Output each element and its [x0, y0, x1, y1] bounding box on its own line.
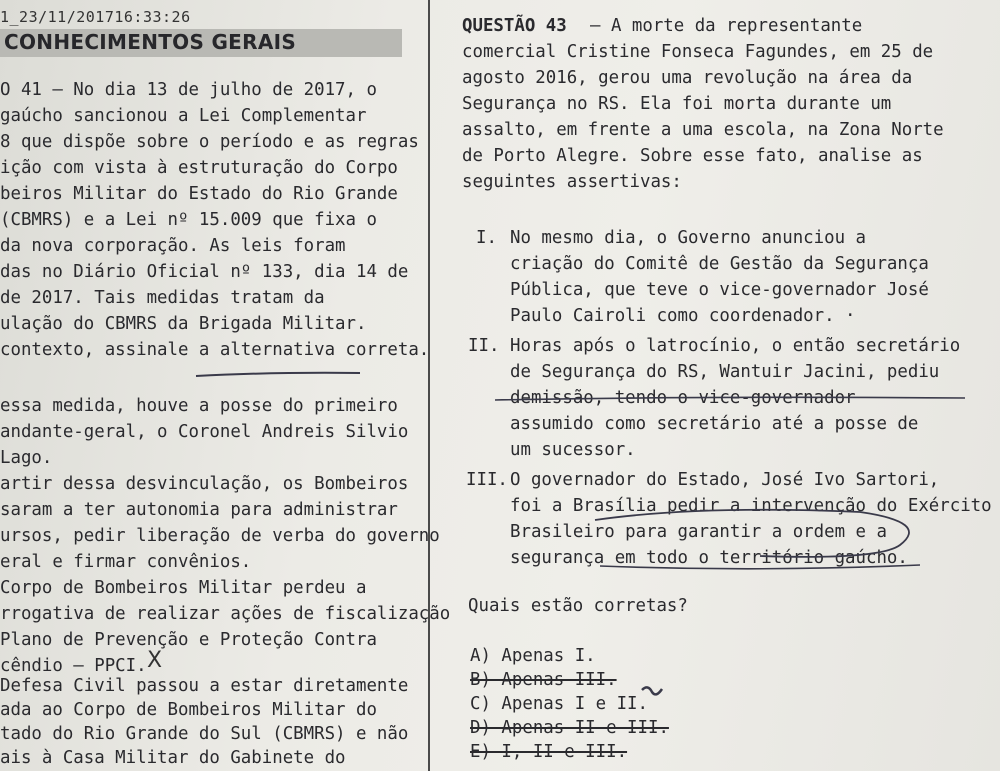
left-text-line: (CBMRS) e a Lei nº 15.009 que fixa o [0, 210, 377, 230]
option-c: C) Apenas I e II. [470, 694, 648, 714]
assertion-number: III. [466, 470, 508, 490]
left-text-line: de 2017. Tais medidas tratam da [0, 288, 325, 308]
assertion-number: I. [476, 228, 497, 248]
left-text-line: Defesa Civil passou a estar diretamente [0, 676, 409, 696]
left-text-line: cêndio – PPCI. [0, 656, 147, 676]
left-text-line: gaúcho sancionou a Lei Complementar [0, 106, 367, 126]
assertion-i-line: Paulo Cairoli como coordenador. · [510, 306, 856, 326]
left-text-line: beiros Militar do Estado do Rio Grande [0, 184, 398, 204]
left-text-line: ursos, pedir liberação de verba do governo [0, 526, 440, 546]
option-d: D) Apenas II e III. [470, 718, 669, 738]
assertion-iii-line: O governador do Estado, José Ivo Sartori, [510, 470, 940, 490]
left-text-line: andante-geral, o Coronel Andreis Silvio [0, 422, 409, 442]
option-e: E) I, II e III. [470, 742, 628, 762]
left-text-line: ulação do CBMRS da Brigada Militar. [0, 314, 367, 334]
left-text-line: da nova corporação. As leis foram [0, 236, 346, 256]
option-a: A) Apenas I. [470, 646, 596, 666]
assertion-ii-line: de Segurança do RS, Wantuir Jacini, pediu [510, 362, 940, 382]
assertion-i-line: Pública, que teve o vice-governador José [510, 280, 929, 300]
question-43-intro-line: de Porto Alegre. Sobre esse fato, analise as [462, 146, 923, 166]
left-text-line: ais à Casa Militar do Gabinete do [0, 748, 346, 768]
assertion-i-line: No mesmo dia, o Governo anunciou a [510, 228, 866, 248]
left-text-line: das no Diário Oficial nº 133, dia 14 de [0, 262, 409, 282]
left-text-line: ição com vista à estruturação do Corpo [0, 158, 398, 178]
left-text-line: O 41 – No dia 13 de julho de 2017, o [0, 80, 377, 100]
section-title: CONHECIMENTOS GERAIS [4, 30, 297, 54]
left-text-line: rrogativa de realizar ações de fiscalização [0, 604, 451, 624]
left-text-line: contexto, assinale a alternativa correta. [0, 340, 430, 360]
question-43-label: QUESTÃO 43 [462, 16, 567, 36]
assertion-ii-line: demissão, tendo o vice-governador [510, 388, 856, 408]
column-divider [428, 0, 430, 771]
assertion-ii-line: um sucessor. [510, 440, 636, 460]
question-43-intro-line: seguintes assertivas: [462, 172, 682, 192]
assertion-ii-line: Horas após o latrocínio, o então secretário [510, 336, 961, 356]
question-43-intro-line: assalto, em frente a uma escola, na Zona Norte [462, 120, 944, 140]
assertion-i-line: criação do Comitê de Gestão da Segurança [510, 254, 929, 274]
left-text-line: Corpo de Bombeiros Militar perdeu a [0, 578, 367, 598]
option-b: B) Apenas III. [470, 670, 617, 690]
left-text-line: saram a ter autonomia para administrar [0, 500, 398, 520]
left-text-line: eral e firmar convênios. [0, 552, 252, 572]
left-text-line: ada ao Corpo de Bombeiros Militar do [0, 700, 377, 720]
left-text-line: Lago. [0, 448, 53, 468]
assertion-iii-line: foi a Brasília pedir a intervenção do Exército [510, 496, 992, 516]
underline-alternativa-correta [196, 373, 360, 376]
question-prompt: Quais estão corretas? [468, 596, 688, 616]
left-text-line: 8 que dispõe sobre o período e as regras [0, 132, 419, 152]
question-43-intro-line: Segurança no RS. Ela foi morta durante um [462, 94, 892, 114]
question-43-intro-line: – A morte da representante [590, 16, 863, 36]
left-text-line: artir dessa desvinculação, os Bombeiros [0, 474, 409, 494]
question-43-intro-line: agosto 2016, gerou uma revolução na área da [462, 68, 913, 88]
left-text-line: essa medida, houve a posse do primeiro [0, 396, 398, 416]
left-text-line: tado do Rio Grande do Sul (CBMRS) e não [0, 724, 409, 744]
print-timestamp: 1_23/11/201716:33:26 [0, 8, 191, 26]
left-text-line: Plano de Prevenção e Proteção Contra [0, 630, 377, 650]
assertion-iii-line: segurança em todo o território gaúcho. [510, 548, 908, 568]
assertion-number: II. [468, 336, 500, 356]
assertion-ii-line: assumido como secretário até a posse de [510, 414, 919, 434]
assertion-iii-line: Brasileiro para garantir a ordem e a [510, 522, 887, 542]
question-43-intro-line: comercial Cristine Fonseca Fagundes, em 25 de [462, 42, 934, 62]
x-mark-handwritten: X [147, 648, 163, 673]
